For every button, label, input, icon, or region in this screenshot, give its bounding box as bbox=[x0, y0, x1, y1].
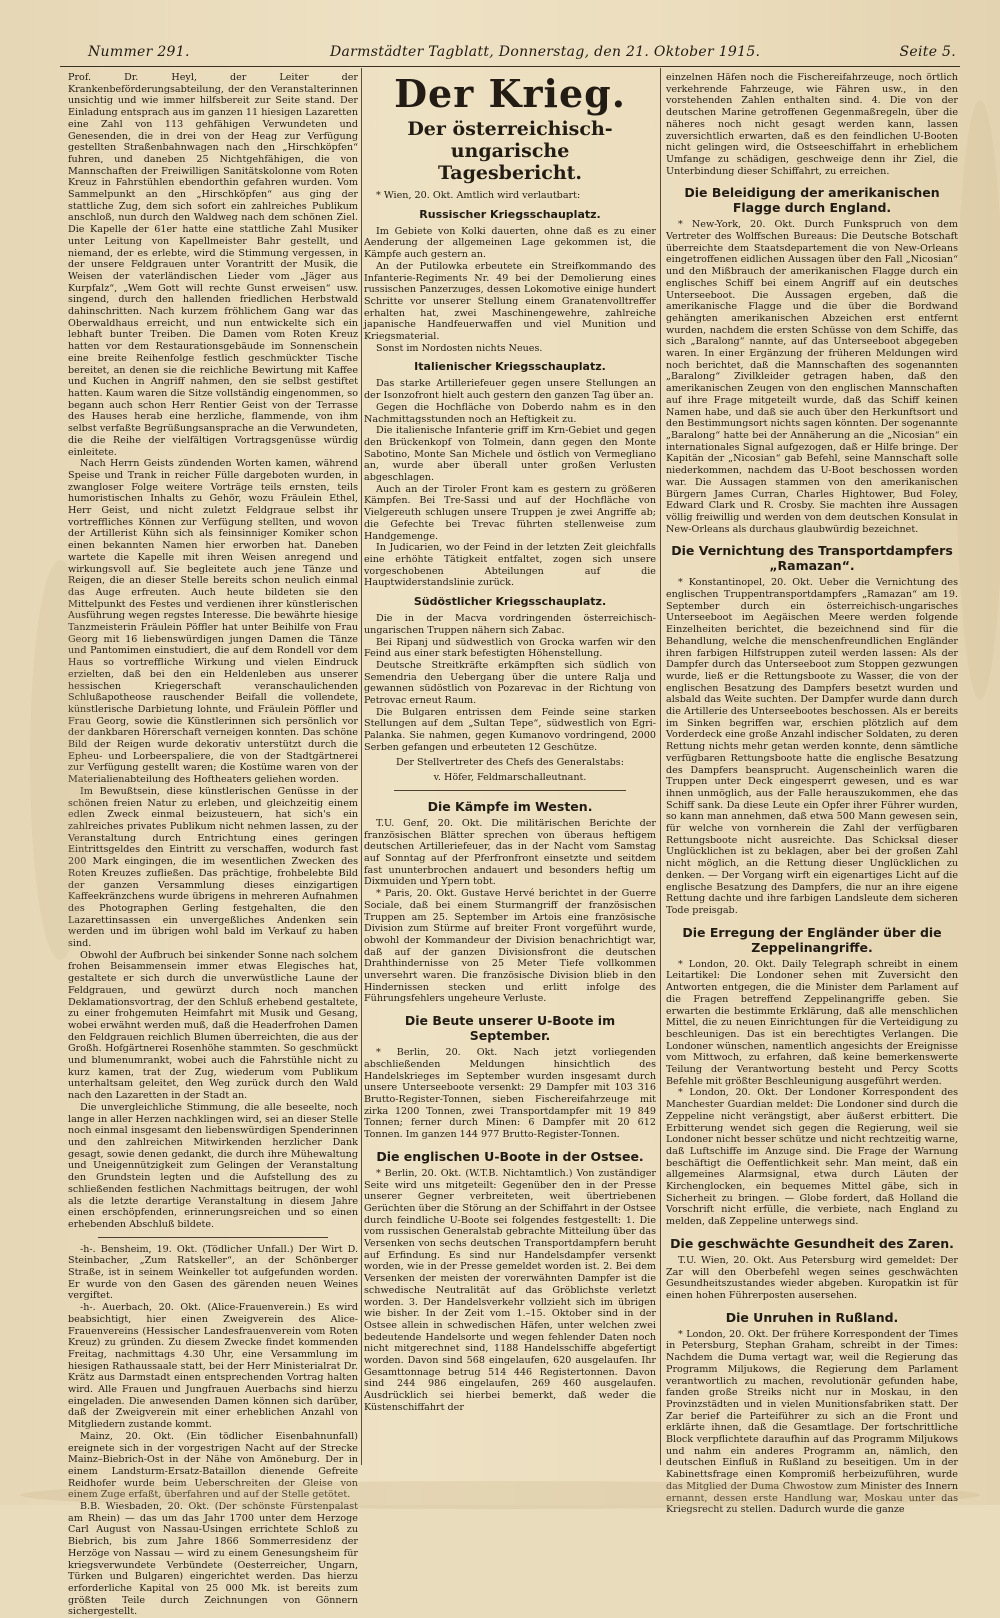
article-paragraph: * London, 20. Okt. Daily Telegraph schreibt in einem Leitartikel: Die Londoner sehen mit Zuversicht den Antworten entgegen, die die Minister dem Parlament auf die Fragen betreffend Zeppelinangriffe geben. Sie erwarten die bestimmte Erklärung, daß alle menschlichen Mittel, die zu neuen Einrichtungen für die Verteidigung zu beschleunigen. Das ist ein berechtigtes Verlangen. Die Londoner wünschen, namentlich angesichts der Ereignisse vom Mittwoch, zu erfahren, daß keine bemerkenswerte Teilung der Verantwortung besteht und Percy Scotts Befehle mit größter Beschleunigung ausgeführt werden. bbox=[666, 958, 958, 1087]
article-paragraph: Sonst im Nordosten nichts Neues. bbox=[376, 342, 543, 354]
article-paragraph: * London, 20. Okt. Der frühere Korrespondent der Times in Petersburg, Stephan Graham, schreibt in der Times: Nachdem die Duma vertagt war, weil die Regierung das Programm Miljukows, die Regierung dem Parlament verantwortlich zu machen, revolutionär gefunden habe, fanden große Streiks nicht nur in Moskau, in den Provinzstädten und in vielen Munitionsfabriken statt. Der Zar berief die Parteiführer zu sich an die Front und erklärte ihnen, daß die Gesamtlage. Der fortschrittliche Block verpflichtete daraufhin auf das Programm Miljukows und nahm ein anderes Programm an, nämlich, den deutschen Einfluß in Rußland zu beseitigen. Um in der Kabinettsfrage einen Kompromiß herbeizuführen, wurde das Mitglied der Duma Chwostow zum Minister des Innern ernannt, dessen erste Handlung war, Moskau unter das Kriegsrecht zu stellen. Dadurch wurde die ganze bbox=[666, 1328, 958, 1516]
article-paragraph: In Judicarien, wo der Feind in der letzten Zeit gleichfalls eine erhöhte Tätigkeit entfaltet, zogen sich unsere vorgeschobenen Abteilungen auf die Hauptwiderstandslinie zurück. bbox=[364, 542, 656, 589]
column-center bbox=[364, 72, 656, 1469]
article-headline: Die englischen U-Boote in der Ostsee. bbox=[376, 1148, 644, 1164]
article-headline: Die Unruhen in Rußland. bbox=[725, 1309, 899, 1325]
article-paragraph: Das starke Artilleriefeuer gegen unsere Stellungen an der Isonzofront hielt auch gestern den ganzen Tag über an. bbox=[364, 378, 656, 402]
article-paragraph: * Berlin, 20. Okt. Nach jetzt vorliegenden abschließenden Meldungen hinsichtlich des Handelskrieges im September wurden insgesamt durch unsere Unterseeboote versenkt: 29 Dampfer mit 103 316 Brutto-Register-Tonnen, sieben Fischereifahrzeuge mit zirka 1200 Tonnen, zwei Transportdampfer mit 19 849 Tonnen; ferner durch Minen: 6 Dampfer mit 20 612 Tonnen. Im ganzen 144 977 Brutto-Register-Tonnen. bbox=[364, 1047, 656, 1141]
article-paragraph: An der Putilowka erbeutete ein Streifkommando des Infanterie-Regiments Nr. 49 bei der Demolierung eines russischen Panzerzuges, dessen Lokomotive einige hundert Schritte vor unserer Stellung einem Granatenvolltreffer erhalten hat, zwei Maschinengewehre, zahlreiche japanische Handfeuerwaffen und viel Munition und Kriegsmaterial. bbox=[364, 260, 656, 343]
section-divider bbox=[98, 1237, 328, 1238]
article-paragraph: Die unvergleichliche Stimmung, die alle beseelte, noch lange in aller Herzen nachklingen wird, sei an dieser Stelle noch einmal insgesamt den liebenswürdigen Spenderinnen und den zahlreichen Mitwirkenden herzlicher Dank gesagt, sowie denen gedankt, die durch ihre Mühewaltung und Uneigennützigkeit zum Gelingen der Veranstaltung den Grundstein legten und die Aufstellung des zu schließenden festlichen Nachmittags beitrugen, der wohl als die letzte derartige Veranstaltung in diesem Jahre einen erschöpfenden, erinnerungsreichen und so einen erhebenden Abschluß bildete. bbox=[68, 1101, 358, 1230]
column-right bbox=[666, 72, 958, 1516]
article-paragraph: * Konstantinopel, 20. Okt. Ueber die Vernichtung des englischen Truppentransportdampfers „Ramazan“ am 19. September durch ein österreichisch-ungarisches Unterseeboot im Aegäischen Meere werden folgende Einzelheiten berichtet, die bezeichnend sind für die Behandlung, welche die menschenfreundlichen Engländer ihren farbigen Hilfstruppen zuteil werden lassen: Als der Dampfer durch das Unterseeboot zum Stoppen gezwungen wurde, ließ er die Rettungsboote zu Wasser, die von der englischen Besatzung des Dampfers besetzt wurden und alsbald das Weite suchten. Der Dampfer wurde dann durch die Artillerie des Unterseebootes beschossen. Als er bereits im Sinken begriffen war, erschien plötzlich auf dem Vorderdeck eine große Anzahl indischer Soldaten, zu deren Rettung nichts mehr getan werden konnte, denn sämtliche verfügbaren Rettungsboote hatte die englische Besatzung des Dampfers beansprucht. Augenscheinlich waren die Truppen unter Deck eingesperrt gewesen, und es war ihnen unmöglich, aus der Falle herauszukommen, ehe das Schiff sank. Da diese Leute ein Opfer ihrer Führer wurden, so kann man annehmen, daß etwa 500 Mann gewesen sein, für welche von vornherein die Zahl der verfügbaren Rettungsboote nicht ausreichte. Das Schicksal dieser Unglücklichen ist zu beklagen, aber bei der großen Zahl nicht möglich, an die Rettung dieser Unglücklichen zu denken. — Der Vorgang wirft ein eigenartiges Licht auf die englische Besatzung des Dampfers, die nur an ihre eigene Rettung dachte und ihre farbigen Landsleute dem sicheren Tode preisgab. bbox=[666, 577, 958, 916]
article-paragraph: * Berlin, 20. Okt. (W.T.B. Nichtamtlich.) Von zuständiger Seite wird uns mitgeteilt: Gegenüber den in der Presse unserer Gegner verbreiteten, weit übertriebenen Gerüchten über die Störung an der Schiffahrt in der Ostsee durch feindliche U-Boote sei folgendes festgestellt: 1. Die vom russischen Generalstab gebrachte Mitteilung über das Versenken von sechs deutschen Transportdampfern beruht auf Erfindung. Es sind nur Handelsdampfer versenkt worden, wie in der Presse gemeldet worden ist. 2. Bei dem Versenken der meisten der vorerwähnten Dampfer ist die schwedische Neutralität auf das Gröblichste verletzt worden. 3. Der Handelsverkehr vollzieht sich im übrigen wie bisher. In der Zeit vom 1.–15. Oktober sind in der Ostsee allein in schwedischen Häfen, unter welchen zwei bedeutende Handelsorte und wegen fehlender Daten noch nicht mitgerechnet sind, 1188 Handelsschiffe abgefertigt worden. Davon sind 568 eingelaufen, 620 ausgelaufen. Ihr Gesamttonnage betrug 514 446 Registertonnen. Davon sind 244 986 eingelaufen, 269 460 ausgelaufen. Ausdrücklich sei hierbei bemerkt, daß weder die Küstenschiffahrt der bbox=[364, 1167, 656, 1413]
issue-number: Nummer 291. bbox=[88, 44, 190, 60]
article-paragraph: Im Bewußtsein, diese künstlerischen Genüsse in der schönen freien Natur zu erleben, und gleichzeitig einem edlen Zweck einmal beizusteuern, hat sich's ein zahlreiches privates Publikum nicht nehmen lassen, zu der Veranstaltung durch Entrichtung eines geringen Eintrittsgeldes den Eintritt zu verschaffen, wodurch fast 200 Mark eingingen, die im wesentlichen Zwecken des Roten Kreuzes zufließen. Das prächtige, frohbelebte Bild der ganzen Versammlung dieses einzigartigen Kaffeekränzchens wurde übrigens in mehreren Aufnahmen des Photographen Gerling festgehalten, die den Lazarettinsassen ein unvergeßliches Andenken sein werden und im übrigen wohl bald im Verkauf zu haben sind. bbox=[68, 785, 358, 950]
article-headline: Die Erregung der Engländer über die Zeppelinangriffe. bbox=[682, 924, 942, 955]
newspaper-title: Darmstädter Tagblatt, Donnerstag, den 21. Oktober 1915. bbox=[330, 44, 761, 60]
article-paragraph: Die Bulgaren entrissen dem Feinde seine starken Stellungen auf dem „Sultan Tepe“, südwestlich von Egri-Palanka. Sie nahmen, gegen Kumanovo vordringend, 2000 Serben gefangen und erbeuteten 12 Geschütze. bbox=[364, 706, 656, 753]
article-paragraph: * Paris, 20. Okt. Gustave Hervé berichtet in der Guerre Sociale, daß bei einem Sturmangriff der französischen Truppen am 25. September im Artois eine französische Division zum Stürme auf breiter Front vorgeführt wurde, obwohl der Kommandeur der Division benachrichtigt war, daß auf der ganzen Divisionsfront die deutschen Drahthindernisse von 25 Meter Tiefe vollkommen unversehrt waren. Die französische Division blieb in den Hindernissen stecken und erlitt infolge des Führungsfehlers ungeheure Verluste. bbox=[364, 888, 656, 1005]
article-paragraph: Die in der Macva vordringenden österreichisch-ungarischen Truppen nähern sich Zabac. bbox=[364, 613, 656, 636]
column-separator bbox=[361, 68, 362, 1465]
page-number: Seite 5. bbox=[899, 44, 956, 60]
article-paragraph: * New-York, 20. Okt. Durch Funkspruch von dem Vertreter des Wolffschen Bureaus: Die Deutsche Botschaft überreichte dem Staatsdepartement die von New-Orleans eingetroffenen eidlichen Aussagen über den Fall „Nicosian“ und den Mißbrauch der amerikanischen Flagge durch ein englisches Schiff bei einem Angriff auf ein deutsches Unterseeboot. Die Aussagen ergeben, daß die amerikanische Flagge und die über die Bordwand gehängten amerikanischen Abzeichen erst entfernt wurden, nachdem die ersten Schüsse von dem Schiffe, das sich „Baralong“ nannte, auf das Unterseeboot abgegeben waren. In einer Ergänzung der früheren Meldungen wird noch berichtet, daß die Mannschaften des sogenannten „Baralong“ Zivilkleider getragen haben, daß den amerikanischen Zeugen von den englischen Mannschaften auf ihre Frage mitgeteilt wurde, daß das Schiff keinen Namen habe, und daß sie auch über den Herkunftsort und den Bestimmungsort nichts sagen könnten. Der sogenannte „Baralong“ hatte bei der Annäherung an die „Nicosian“ ein internationales Signal aufgezogen, daß er Hilfe bringe. Der Kapitän der „Nicosian“ gab Befehl, seine Mannschaft solle niederkommen, nachdem das U-Boot beschossen worden war. Die Aussagen stammen von den amerikanischen Bürgern James Curran, Charles Hightower, Bud Foley, Edward Clark und R. Crosby. Sie machten ihre Aussagen völlig freiwillig und werden von dem deutschen Konsulat in New-Orleans als durchaus glaubwürdig bezeichnet. bbox=[666, 219, 958, 535]
section-masthead: Der Krieg. bbox=[394, 71, 626, 116]
report-subtitle: Tagesbericht. bbox=[437, 162, 583, 184]
section-divider bbox=[394, 790, 626, 791]
article-headline: Die Beute unserer U-Boote im September. bbox=[404, 1013, 616, 1044]
article-paragraph: T.U. Wien, 20. Okt. Aus Petersburg wird gemeldet: Der Zar will den Oberbefehl wegen seines geschwächten Gesundheitszustandes wieder abgeben. Kuropatkin ist für einen hohen Führerposten ausersehen. bbox=[666, 1254, 958, 1301]
article-paragraph: Im Gebiete von Kolki dauerten, ohne daß es zu einer Aenderung der allgemeinen Lage gekommen ist, die Kämpfe auch gestern an. bbox=[364, 225, 656, 261]
article-headline: Die geschwächte Gesundheit des Zaren. bbox=[670, 1235, 954, 1251]
column-left bbox=[68, 72, 358, 1618]
section-heading: Russischer Kriegsschauplatz. bbox=[419, 207, 601, 221]
article-headline: Die Beleidigung der amerikanischen Flagge durch England. bbox=[684, 185, 940, 216]
local-news-item: Mainz, 20. Okt. (Ein tödlicher Eisenbahnunfall) ereignete sich in der vorgestrigen Nacht auf der Strecke Mainz–Biebrich-Ost in der Nähe von Amöneburg. Der in einem Landsturm-Ersatz-Bataillon dienende Gefreite Reidhofer wurde beim Ueberschreiten der Gleise von einem Zuge erfaßt, überfahren und auf der Stelle getötet. bbox=[68, 1430, 358, 1501]
dateline: * Wien, 20. Okt. Amtlich wird verlautbart: bbox=[376, 190, 581, 201]
column-separator bbox=[660, 68, 661, 1465]
local-news-item: -h-. Bensheim, 19. Okt. (Tödlicher Unfall.) Der Wirt D. Steinbacher, „Zum Ratskeller“, an der Schönberger Straße, ist in seinem Weinkeller tot aufgefunden worden. Er wurde von den Gasen des gärenden neuen Weines vergiftet. bbox=[68, 1243, 358, 1302]
local-news-item: B.B. Wiesbaden, 20. Okt. (Der schönste Fürstenpalast am Rhein) — das um das Jahr 1700 unter dem Herzoge Carl August von Nassau-Usingen errichtete Schloß zu Biebrich, bis zum Jahre 1866 Sommerresidenz der Herzöge von Nassau — wird zu einem Genesungsheim für kriegsverwundete Verbündete (Oesterreicher, Ungarn, Türken und Bulgaren) eingerichtet werden. Das hierzu erforderliche Kapital von 25 000 Mk. ist bereits zum größten Teile durch Zeichnungen von Gönnern sichergestellt. bbox=[68, 1501, 358, 1618]
article-paragraph: Die italienische Infanterie griff im Krn-Gebiet und gegen den Brückenkopf von Tolmein, dann gegen den Monte Sabotino, Monte San Michele und östlich von Vermegliano an, wurde aber überall unter großen Verlusten abgeschlagen. bbox=[364, 425, 656, 484]
article-paragraph: Bei Ripanj und südwestlich von Grocka warfen wir den Feind aus einer stark befestigten Höhenstellung. bbox=[364, 636, 656, 660]
article-paragraph: Gegen die Hochfläche von Doberdo nahm es in den Nachmittagsstunden noch an Heftigkeit zu. bbox=[364, 401, 656, 425]
article-paragraph: * London, 20. Okt. Der Londoner Korrespondent des Manchester Guardian meldet: Die Londoner sind durch die Zeppeline nicht verängstigt, aber äußerst erbittert. Die Erbitterung wendet sich gegen die Regierung, weil sie Londoner nicht besser schütze und nicht rechtzeitig warne, daß Luftschiffe im Anzuge sind. Die Frage der Warnung beschäftigt die Oeffentlichkeit sehr. Man meint, daß ein allgemeines Alarmsignal, etwa durch Läuten der Kirchenglocken, ein bequemes Mittel gäbe, sich in Sicherheit zu bringen. — Globe fordert, daß Holland die Vorschrift nicht erfülle, die verbiete, nach England zu melden, daß Zeppeline unterwegs sind. bbox=[666, 1087, 958, 1228]
article-paragraph: einzelnen Häfen noch die Fischereifahrzeuge, noch örtlich verkehrende Fahrzeuge, wie Fähren usw., in den vorstehenden Zahlen enthalten sind. 4. Die von der deutschen Marine getroffenen Gegenmaßregeln, über die näheres noch nicht gesagt werden kann, lassen zuversichtlich erwarten, daß es den feindlichen U-Booten nicht gelingen wird, die Ostseeschiffahrt in erheblichem Umfange zu schädigen, geschweige denn ihr Ziel, die Unterbindung dieser Schiffahrt, zu erreichen. bbox=[666, 72, 958, 177]
article-paragraph: Auch an der Tiroler Front kam es gestern zu größeren Kämpfen. Bei Tre-Sassi und auf der Hochfläche von Vielgereuth schlugen unsere Truppen je zwei Angriffe ab; die Gefechte bei Trevac führten stellenweise zum Handgemenge. bbox=[364, 483, 656, 542]
article-paragraph: T.U. Genf, 20. Okt. Die militärischen Berichte der französischen Blätter sprechen von überaus heftigem deutschen Artilleriefeuer, das in der Nacht vom Samstag auf Sonntag auf der Pferfronfront einsetzte und seitdem fast ununterbrochen andauert und besonders heftig um Dixmuiden und Ypern tobt. bbox=[364, 817, 656, 888]
section-heading: Südöstlicher Kriegsschauplatz. bbox=[413, 595, 607, 609]
article-paragraph: Prof. Dr. Heyl, der Leiter der Krankenbeförderungsabteilung, der den Veranstalterinnen unsichtig und wie immer hilfsbereit zur Seite stand. Der Einladung entsprach aus im ganzen 11 hiesigen Lazaretten eine Zahl von 113 gehfähigen Verwundeten und Genesenden, die in drei von der Heag zur Verfügung gestellten Straßenbahnwagen nach den „Hirschköpfen“ fuhren, und daneben 25 Nichtgehfähigen, die von Mannschaften der Freiwilligen Sanitätskolonne vom Roten Kreuz in Fahrstühlen ebendorthin gefahren wurden. Vom Sammelpunkt an den „Hirschköpfen“ aus ging der stattliche Zug, dem sich sofort ein zahlreiches Publikum anschloß, nun durch den Waldweg nach dem schönen Ziel. Die Kapelle der 61er hatte eine stattliche Zahl Musiker unter Leitung von Kapellmeister Bahr gestellt, und niemand, der es erlebte, wird die Stimmung vergessen, in der unsere Feldgrauen unter Vorantritt der Musik, die Weisen der vaterländischen Lieder vom „Jäger aus Kurpfalz“, „Wem Gott will rechte Gunst erweisen“ usw. singend, durch den hallenden friedlichen Herbstwald dahinschritten. Nach kurzem fröhlichem Gang war das Oberwaldhaus erreicht, und nun entwickelte sich ein lebhaft bunter Treiben. Die Damen vom Roten Kreuz hatten vor dem Restaurationsgebäude im Sonnenschein eine breite Reihenfolge festlich geschmückter Tische bereitet, an denen sie die reichliche Bewirtung mit Kaffee und Kuchen in Angriff nahmen, den sie selbst gestiftet hatten. Kaum waren die Sitze vollständig eingenommen, so begann auch schon Herr Rentier Geist von der Terrasse des Hauses herab eine herzliche, flammende, von ihm selbst verfaßte Begrüßungsansprache an die Verwundeten, die die Reihe der vielfältigen Vortragsgenüsse würdig einleitete. bbox=[68, 72, 358, 458]
signature-name: v. Höfer, Feldmarschalleutnant. bbox=[433, 772, 587, 784]
signature-line: Der Stellvertreter des Chefs des Generalstabs: bbox=[396, 756, 624, 768]
header-rule bbox=[60, 66, 960, 67]
report-title: Der österreichisch-ungarische bbox=[407, 118, 613, 162]
article-headline: Die Kämpfe im Westen. bbox=[427, 798, 593, 814]
article-paragraph: Obwohl der Aufbruch bei sinkender Sonne nach solchem frohen Beisammensein immer etwas Elegisches hat, gestaltete er sich durch die unverwüstliche Laune der Feldgrauen, und gewürzt durch noch manchen Deklamationsvortrag, der den Schluß erhebend gestaltete, zu einer frohgemuten Heimfahrt mit Musik und Gesang, wobei erwähnt werden muß, daß die Headerfrohen Damen den Feldgrauen reichlich Blumen überreichten, die aus der Großh. Hofgärtnerei Rosenhöhe stammten. So geschmückt und blumenumrankt, wobei auch die Fahrstühle nicht zu kurz kamen, trat der Zug, wiederum vom Publikum unterhaltsam geleitet, den Weg zurück durch den Wald nach den Lazaretten in der Stadt an. bbox=[68, 949, 358, 1102]
local-news-item: -h-. Auerbach, 20. Okt. (Alice-Frauenverein.) Es wird beabsichtigt, hier einen Zweigverein des Alice-Frauenvereins (Hessischer Landesfrauenverein vom Roten Kreuz) zu gründen. Zu diesem Zwecke findet kommenden Freitag, nachmittags 4.30 Uhr, eine Versammlung im hiesigen Rathaussaale statt, bei der Herr Ministerialrat Dr. Krätz aus Darmstadt einen entsprechenden Vortrag halten wird. Alle Frauen und Jungfrauen Auerbachs sind hierzu eingeladen. Die anwesenden Damen können sich darüber, daß der Zweigverein mit einer erheblichen Anzahl von Mitgliedern zustande kommt. bbox=[68, 1302, 358, 1431]
section-heading: Italienischer Kriegsschauplatz. bbox=[414, 360, 606, 374]
article-headline: Die Vernichtung des Transportdampfers „Ramazan“. bbox=[671, 543, 953, 574]
article-paragraph: Nach Herrn Geists zündenden Worten kamen, während Speise und Trank in reicher Fülle dargeboten wurden, in zwangloser Folge weitere Vorträge teils ernsten, teils humoristischen Inhalts zu Gehör, wozu Fräulein Ethel, Herr Geist, und nicht zuletzt Feldgraue selbst ihr vortreffliches Können zur Verfügung stellten, und wovon der Artillerist Kühn sich als feinsinniger Komiker schon einen bekannten Namen hier erworben hat. Daneben wartete die Kapelle mit ihren Weisen anregend und wirkungsvoll auf. Sie begleitete auch jene Tänze und Reigen, die an dieser Stelle bereits schon neulich einmal das Auge erfreuten. Auch heute bildeten sie den Mittelpunkt des Festes und verdienen ihrer künstlerischen Ausführung wegen regstes Interesse. Die bewährte hiesige Tanzmeisterin Fräulein Pöffler hat unter Beihilfe von Frau Georg mit 16 liebenswürdigen jungen Damen die Tänze und Pantomimen einstudiert, die auf dem Rondell vor dem Haus so vortreffliche Wirkung und vielen Eindruck erzielten, daß bei den ein Heldenleben aus unserer hessischen Kriegerschaft veranschaulichenden Schlußapotheose rauschender Beifall die vollendete, künstlerische Darbietung lohnte, und Fräulein Pöffler und Frau Georg, sowie die Künstlerinnen sich persönlich vor der dankbaren Hörerschaft verneigen konnten. Das schöne Bild der Reigen wurde dekorativ unterstützt durch die Epheu- und Lorbeerspaliere, die von der Stadtgärtnerei zur Verfügung gestellt waren; die Kostüme waren von der Materialienabteilung des Hoftheaters geliehen worden. bbox=[68, 458, 358, 786]
page-header bbox=[60, 44, 956, 64]
article-paragraph: Deutsche Streitkräfte erkämpften sich südlich von Semendria den Uebergang über die untere Ralja und gewannen südöstlich von Pozarevac in der Richtung von Petrovac erneut Raum. bbox=[364, 659, 656, 707]
